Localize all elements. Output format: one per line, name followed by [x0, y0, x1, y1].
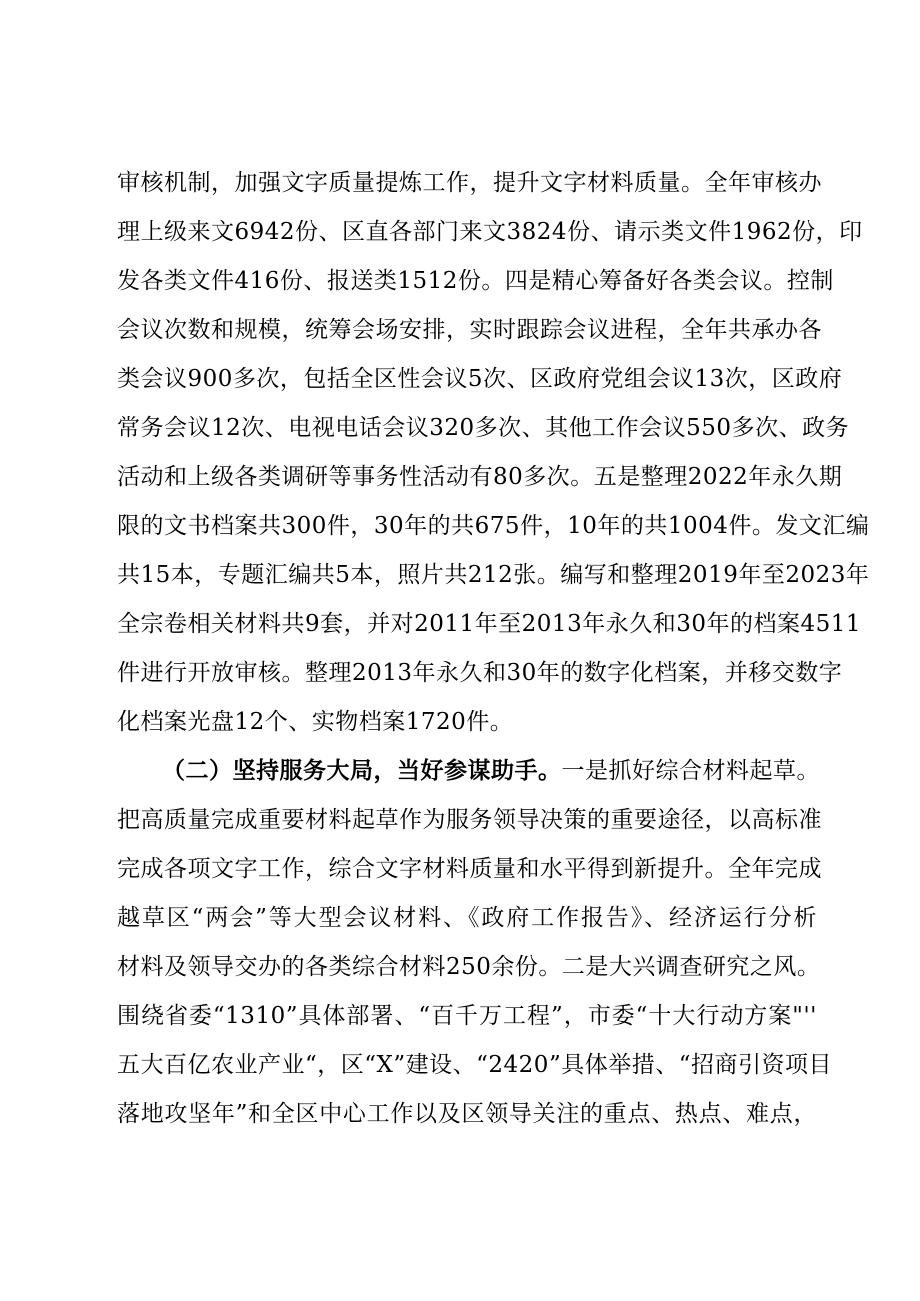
paragraph-line: 共15本，专题汇编共5本，照片共212张。编写和整理2019年至2023年 [117, 562, 870, 588]
paragraph-line: 完成各项文字工作，综合文字材料质量和水平得到新提升。全年完成 [117, 856, 822, 882]
paragraph-line: 活动和上级各类调研等事务性活动有80多次。五是整理2022年永久期 [117, 464, 843, 490]
paragraph-line: 类会议900多次，包括全区性会议5次、区政府党组会议13次，区政府 [117, 366, 843, 392]
paragraph-line: 审核机制，加强文字质量提炼工作，提升文字材料质量。全年审核办 [117, 170, 822, 196]
paragraph-line: 五大百亿农业产业“，区“X”建设、“2420”具体举措、“招商引资项目 [117, 1052, 832, 1078]
section-first-line-text: 一是抓好综合材料起草。 [561, 758, 820, 784]
paragraph-line: 全宗卷相关材料共9套，并对2011年至2013年永久和30年的档案4511 [117, 611, 861, 637]
section-heading: （二）坚持服务大局，当好参谋助手。 [162, 757, 562, 784]
paragraph-line: 发各类文件416份、报送类1512份。四是精心筹备好各类会议。控制 [117, 268, 834, 294]
paragraph-line: 围绕省委“1310”具体部署、“百千万工程”，市委“十大行动方案"'' [117, 1003, 817, 1029]
section-heading-line [162, 756, 820, 786]
paragraph-line: 化档案光盘12个、实物档案1720件。 [117, 709, 514, 735]
paragraph-line: 常务会议12次、电视电话会议320多次、其他工作会议550多次、政务 [117, 415, 850, 441]
paragraph-line: 把高质量完成重要材料起草作为服务领导决策的重要途径，以高标准 [117, 807, 822, 833]
paragraph-line: 限的文书档案共300件，30年的共675件，10年的共1004件。发文汇编 [117, 513, 870, 539]
paragraph-line: 会议次数和规模，统筹会场安排，实时跟踪会议进程，全年共承办各 [117, 317, 822, 343]
paragraph-line: 越草区“两会”等大型会议材料、《政府工作报告》、经济运行分析 [117, 905, 817, 931]
paragraph-line: 理上级来文6942份、区直各部门来文3824份、请示类文件1962份，印 [117, 219, 863, 245]
paragraph-line: 落地攻坚年”和全区中心工作以及区领导关注的重点、热点、难点， [117, 1101, 817, 1127]
paragraph-line: 材料及领导交办的各类综合材料250余份。二是大兴调查研究之风。 [117, 954, 821, 980]
paragraph-line: 件进行开放审核。整理2013年永久和30年的数字化档案，并移交数字 [117, 660, 843, 686]
